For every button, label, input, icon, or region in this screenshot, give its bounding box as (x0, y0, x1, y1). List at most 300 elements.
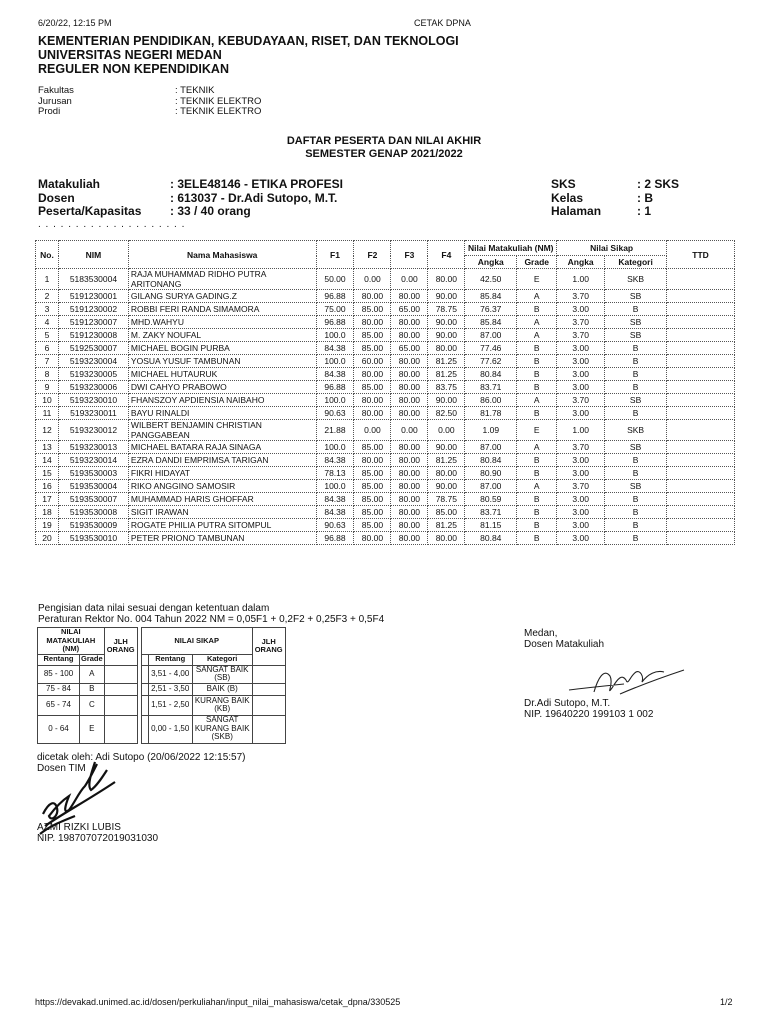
row-f4: 0.00 (428, 420, 465, 441)
row-f2: 80.00 (354, 290, 391, 303)
row-nama: MHD.WAHYU (128, 316, 316, 329)
row-f4: 81.25 (428, 454, 465, 467)
row-ttd (667, 368, 735, 381)
row-f4: 81.25 (428, 368, 465, 381)
table-row (36, 441, 735, 454)
header-sikap-angka: Angka (557, 256, 605, 269)
row-f2: 80.00 (354, 368, 391, 381)
row-f2: 80.00 (354, 394, 391, 407)
row-f4: 81.25 (428, 355, 465, 368)
legend-kategori: KURANG BAIK (KB) (192, 695, 252, 715)
legend-header-jlh-2: JLH ORANG (252, 628, 285, 666)
row-no: 16 (36, 480, 59, 493)
row-angka: 42.50 (465, 269, 517, 290)
legend-kategori: SANGAT BAIK (SB) (192, 665, 252, 683)
table-row (36, 407, 735, 420)
legend-blank (141, 665, 148, 683)
row-angka: 83.71 (465, 381, 517, 394)
row-angka: 80.84 (465, 368, 517, 381)
row-grade: B (517, 381, 557, 394)
row-kategori: SB (605, 290, 667, 303)
row-nim: 5191230001 (58, 290, 128, 303)
header-ttd: TTD (667, 241, 735, 269)
row-f2: 85.00 (354, 329, 391, 342)
legend-header-jlh-1: JLH ORANG (104, 628, 137, 666)
legend-range-2: 2,51 - 3,50 (148, 683, 192, 695)
title-line-1: DAFTAR PESERTA DAN NILAI AKHIR (286, 135, 482, 147)
row-kategori: B (605, 454, 667, 467)
row-kategori: B (605, 506, 667, 519)
row-nim: 5193530010 (58, 532, 128, 545)
row-no: 13 (36, 441, 59, 454)
row-f1: 100.0 (316, 394, 354, 407)
row-nim: 5193530009 (58, 519, 128, 532)
row-grade: E (517, 269, 557, 290)
dotted-separator: . . . . . . . . . . . . . . . . . . . . (38, 219, 186, 230)
row-angka: 85.84 (465, 316, 517, 329)
row-sikap-angka: 3.70 (557, 290, 605, 303)
row-kategori: B (605, 303, 667, 316)
row-sikap-angka: 1.00 (557, 269, 605, 290)
legend-range-2: 3,51 - 4,00 (148, 665, 192, 683)
row-nama: FHANSZOY APDIENSIA NAIBAHO (128, 394, 316, 407)
row-angka: 87.00 (465, 441, 517, 454)
row-f4: 85.00 (428, 506, 465, 519)
program-type: REGULER NON KEPENDIDIKAN (38, 62, 229, 76)
row-kategori: B (605, 368, 667, 381)
row-ttd (667, 519, 735, 532)
row-f2: 85.00 (354, 441, 391, 454)
class-label: Kelas (551, 190, 584, 205)
ministry-name: KEMENTERIAN PENDIDIKAN, KEBUDAYAAN, RISET, DAN TEKNOLOGI (38, 34, 459, 48)
row-f4: 82.50 (428, 407, 465, 420)
table-row (36, 342, 735, 355)
row-no: 5 (36, 329, 59, 342)
row-f3: 80.00 (391, 506, 428, 519)
print-datetime: 6/20/22, 12:15 PM (38, 18, 112, 28)
row-no: 12 (36, 420, 59, 441)
row-angka: 86.00 (465, 394, 517, 407)
row-nim: 5193230011 (58, 407, 128, 420)
row-nama: MICHAEL BATARA RAJA SINAGA (128, 441, 316, 454)
row-grade: B (517, 493, 557, 506)
row-nama: ROGATE PHILIA PUTRA SITOMPUL (128, 519, 316, 532)
faculty-label: Fakultas (38, 85, 74, 96)
row-nim: 5192530007 (58, 342, 128, 355)
row-angka: 81.15 (465, 519, 517, 532)
row-nim: 5193230013 (58, 441, 128, 454)
row-f2: 80.00 (354, 532, 391, 545)
capacity-value: : 33 / 40 orang (170, 204, 251, 218)
row-ttd (667, 355, 735, 368)
row-grade: A (517, 394, 557, 407)
row-no: 20 (36, 532, 59, 545)
row-f4: 80.00 (428, 342, 465, 355)
row-ttd (667, 441, 735, 454)
row-nim: 5191230008 (58, 329, 128, 342)
header-nim: NIM (58, 241, 128, 269)
row-sikap-angka: 3.00 (557, 368, 605, 381)
row-sikap-angka: 3.00 (557, 407, 605, 420)
table-row (36, 506, 735, 519)
row-grade: B (517, 342, 557, 355)
header-f2: F2 (354, 241, 391, 269)
row-f3: 80.00 (391, 368, 428, 381)
row-kategori: SB (605, 480, 667, 493)
row-angka: 85.84 (465, 290, 517, 303)
class-meta (551, 178, 679, 219)
row-nim: 5183530004 (58, 269, 128, 290)
class-value: : B (637, 190, 653, 205)
row-f1: 84.38 (316, 493, 354, 506)
legend-kategori: SANGAT KURANG BAIK (SKB) (192, 715, 252, 743)
row-grade: B (517, 467, 557, 480)
row-f2: 85.00 (354, 467, 391, 480)
header-no: No. (36, 241, 59, 269)
row-f1: 50.00 (316, 269, 354, 290)
row-no: 11 (36, 407, 59, 420)
team-role: Dosen TIM (37, 763, 86, 774)
row-grade: B (517, 532, 557, 545)
header-kategori: Kategori (605, 256, 667, 269)
sks-value: : 2 SKS (637, 177, 680, 191)
row-f4: 90.00 (428, 316, 465, 329)
row-ttd (667, 329, 735, 342)
row-f4: 90.00 (428, 290, 465, 303)
row-f2: 85.00 (354, 381, 391, 394)
row-nama: FIKRI HIDAYAT (128, 467, 316, 480)
legend-header-kategori: Kategori (192, 654, 252, 665)
row-angka: 87.00 (465, 480, 517, 493)
row-sikap-angka: 3.00 (557, 467, 605, 480)
legend-range-2: 1,51 - 2,50 (148, 695, 192, 715)
row-f3: 0.00 (391, 420, 428, 441)
row-sikap-angka: 3.70 (557, 480, 605, 493)
row-ttd (667, 467, 735, 480)
row-f3: 80.00 (391, 454, 428, 467)
row-sikap-angka: 3.00 (557, 506, 605, 519)
row-grade: A (517, 290, 557, 303)
sks-label: SKS (551, 177, 576, 191)
row-f4: 83.75 (428, 381, 465, 394)
table-row (36, 303, 735, 316)
row-f1: 78.13 (316, 467, 354, 480)
row-nim: 5193230014 (58, 454, 128, 467)
lecturer-value: : 613037 - Dr.Adi Sutopo, M.T. (170, 190, 338, 205)
row-f2: 80.00 (354, 407, 391, 420)
row-f3: 80.00 (391, 480, 428, 493)
legend-range: 85 - 100 (38, 665, 80, 683)
note-line-1: Pengisian data nilai sesuai dengan ketentuan dalam (38, 603, 270, 614)
row-grade: B (517, 454, 557, 467)
row-f2: 80.00 (354, 454, 391, 467)
table-row (36, 532, 735, 545)
legend-header-blank (141, 654, 148, 665)
row-f3: 80.00 (391, 407, 428, 420)
note-line-2: Peraturan Rektor No. 004 Tahun 2022 NM = 0,05F1 + 0,2F2 + 0,25F3 + 0,5F4 (38, 614, 385, 625)
row-angka: 87.00 (465, 329, 517, 342)
header-nama: Nama Mahasiswa (128, 241, 316, 269)
row-f4: 90.00 (428, 394, 465, 407)
legend-blank (141, 695, 148, 715)
row-grade: B (517, 355, 557, 368)
lecturer-nip: NIP. 19640220 199103 1 002 (524, 709, 654, 720)
legend-grade: C (80, 695, 105, 715)
row-nim: 5193530008 (58, 506, 128, 519)
row-f2: 85.00 (354, 493, 391, 506)
row-angka: 83.71 (465, 506, 517, 519)
row-sikap-angka: 3.70 (557, 329, 605, 342)
table-row (36, 467, 735, 480)
table-row (36, 329, 735, 342)
row-f2: 0.00 (354, 269, 391, 290)
row-grade: B (517, 506, 557, 519)
row-kategori: B (605, 407, 667, 420)
row-ttd (667, 381, 735, 394)
row-f4: 90.00 (428, 441, 465, 454)
legend-range: 75 - 84 (38, 683, 80, 695)
legend-kategori: BAIK (B) (192, 683, 252, 695)
page-label: Halaman (551, 204, 602, 218)
header-f3: F3 (391, 241, 428, 269)
row-ttd (667, 532, 735, 545)
row-kategori: SB (605, 329, 667, 342)
row-sikap-angka: 3.00 (557, 303, 605, 316)
row-nama: RIKO ANGGINO SAMOSIR (128, 480, 316, 493)
course-label: Matakuliah (38, 177, 101, 191)
row-sikap-angka: 1.00 (557, 420, 605, 441)
table-row (36, 269, 735, 290)
row-f3: 80.00 (391, 493, 428, 506)
row-no: 18 (36, 506, 59, 519)
row-nim: 5193230012 (58, 420, 128, 441)
row-ttd (667, 394, 735, 407)
table-row (36, 454, 735, 467)
legend-grade: B (80, 683, 105, 695)
row-f3: 65.00 (391, 342, 428, 355)
legend-header-grade: Grade (81, 654, 103, 664)
row-no: 19 (36, 519, 59, 532)
institution-header (38, 34, 459, 76)
legend-range-2: 0,00 - 1,50 (148, 715, 192, 743)
legend-header-rentang: Rentang (38, 654, 80, 665)
row-nama: SIGIT IRAWAN (128, 506, 316, 519)
print-doc-title: CETAK DPNA (414, 18, 471, 28)
legend-header-rentang-2: Rentang (148, 654, 192, 665)
page-value: : 1 (637, 204, 652, 218)
university-name: UNIVERSITAS NEGERI MEDAN (38, 48, 222, 62)
row-sikap-angka: 3.00 (557, 519, 605, 532)
row-f2: 85.00 (354, 506, 391, 519)
row-f3: 80.00 (391, 290, 428, 303)
row-kategori: SB (605, 394, 667, 407)
row-f4: 78.75 (428, 493, 465, 506)
row-ttd (667, 454, 735, 467)
row-no: 4 (36, 316, 59, 329)
row-kategori: B (605, 493, 667, 506)
row-f1: 75.00 (316, 303, 354, 316)
row-grade: B (517, 519, 557, 532)
row-nim: 5193530007 (58, 493, 128, 506)
row-angka: 80.90 (465, 467, 517, 480)
row-ttd (667, 303, 735, 316)
row-no: 17 (36, 493, 59, 506)
row-f2: 60.00 (354, 355, 391, 368)
row-angka: 80.84 (465, 454, 517, 467)
row-f1: 84.38 (316, 342, 354, 355)
row-f1: 96.88 (316, 532, 354, 545)
row-grade: B (517, 368, 557, 381)
row-grade: A (517, 316, 557, 329)
row-f4: 78.75 (428, 303, 465, 316)
printed-by: dicetak oleh: Adi Sutopo (20/06/2022 12:15:57) (37, 752, 246, 763)
team-lecturer-name: AZMI RIZKI LUBIS (37, 822, 121, 833)
table-row (36, 493, 735, 506)
row-no: 1 (36, 269, 59, 290)
row-nama: M. ZAKY NOUFAL (128, 329, 316, 342)
row-nama: DWI CAHYO PRABOWO (128, 381, 316, 394)
row-kategori: B (605, 355, 667, 368)
row-ttd (667, 420, 735, 441)
row-ttd (667, 506, 735, 519)
row-nama: ROBBI FERI RANDA SIMAMORA (128, 303, 316, 316)
row-no: 6 (36, 342, 59, 355)
row-f3: 80.00 (391, 329, 428, 342)
row-f1: 96.88 (316, 316, 354, 329)
row-nama: EZRA DANDI EMPRIMSA TARIGAN (128, 454, 316, 467)
lecturer-signature-image (564, 658, 694, 702)
prodi-label: Prodi (38, 106, 61, 117)
legend-header-sikap: NILAI SIKAP (141, 628, 252, 655)
row-f3: 80.00 (391, 519, 428, 532)
row-f1: 84.38 (316, 506, 354, 519)
document-title (0, 135, 768, 160)
row-f1: 100.0 (316, 355, 354, 368)
lecturer-name: Dr.Adi Sutopo, M.T. (524, 698, 611, 709)
course-value: : 3ELE48146 - ETIKA PROFESI (170, 177, 343, 191)
row-ttd (667, 407, 735, 420)
row-f3: 65.00 (391, 303, 428, 316)
prodi-value: : TEKNIK ELEKTRO (175, 106, 262, 117)
grading-legend-table (37, 627, 286, 744)
row-ttd (667, 290, 735, 303)
legend-count (104, 665, 137, 683)
row-angka: 80.84 (465, 532, 517, 545)
row-grade: A (517, 329, 557, 342)
legend-count-2 (252, 683, 285, 695)
department-label: Jurusan (38, 95, 72, 107)
row-f1: 100.0 (316, 329, 354, 342)
row-grade: B (517, 407, 557, 420)
footer-url: https://devakad.unimed.ac.id/dosen/perkuliahan/input_nilai_mahasiswa/cetak_dpna/330525 (35, 997, 401, 1007)
legend-count (104, 715, 137, 743)
table-row (36, 368, 735, 381)
row-nama: BAYU RINALDI (128, 407, 316, 420)
row-nama: MICHAEL BOGIN PURBA (128, 342, 316, 355)
row-no: 9 (36, 381, 59, 394)
row-angka: 77.46 (465, 342, 517, 355)
row-kategori: SB (605, 316, 667, 329)
row-f3: 0.00 (391, 269, 428, 290)
row-nim: 5191230007 (58, 316, 128, 329)
row-sikap-angka: 3.70 (557, 441, 605, 454)
row-no: 10 (36, 394, 59, 407)
row-nama: PETER PRIONO TAMBUNAN (128, 532, 316, 545)
row-angka: 80.59 (465, 493, 517, 506)
row-sikap-angka: 3.70 (557, 394, 605, 407)
row-f1: 84.38 (316, 368, 354, 381)
row-nama: GILANG SURYA GADING.Z (128, 290, 316, 303)
row-kategori: B (605, 532, 667, 545)
table-row (36, 480, 735, 493)
table-row (36, 355, 735, 368)
row-nim: 5191230002 (58, 303, 128, 316)
row-f4: 90.00 (428, 480, 465, 493)
row-f4: 80.00 (428, 467, 465, 480)
row-nama: RAJA MUHAMMAD RIDHO PUTRA ARITONANG (128, 269, 316, 290)
team-lecturer-signature-block (37, 752, 246, 844)
legend-blank (141, 715, 148, 743)
row-no: 2 (36, 290, 59, 303)
row-f4: 81.25 (428, 519, 465, 532)
header-f1: F1 (316, 241, 354, 269)
row-sikap-angka: 3.00 (557, 454, 605, 467)
row-nama: MICHAEL HUTAURUK (128, 368, 316, 381)
faculty-info (38, 86, 261, 118)
row-f1: 96.88 (316, 381, 354, 394)
table-row (36, 394, 735, 407)
legend-count-2 (252, 715, 285, 743)
row-f1: 84.38 (316, 454, 354, 467)
row-no: 15 (36, 467, 59, 480)
row-f4: 80.00 (428, 269, 465, 290)
row-angka: 77.62 (465, 355, 517, 368)
grades-table (35, 240, 735, 545)
row-kategori: SB (605, 441, 667, 454)
row-sikap-angka: 3.00 (557, 532, 605, 545)
row-nama: YOSUA YUSUF TAMBUNAN (128, 355, 316, 368)
student-rows (36, 269, 735, 545)
row-nama: WILBERT BENJAMIN CHRISTIAN PANGGABEAN (128, 420, 316, 441)
legend-count-2 (252, 665, 285, 683)
row-f3: 80.00 (391, 441, 428, 454)
row-f2: 85.00 (354, 480, 391, 493)
header-nilai-sikap: Nilai Sikap (557, 241, 667, 256)
department-value: : TEKNIK ELEKTRO (175, 95, 262, 107)
header-nilai-matakuliah: Nilai Matakuliah (NM) (465, 241, 557, 256)
lecturer-label: Dosen (38, 190, 75, 205)
team-lecturer-signature-image (35, 752, 125, 842)
row-angka: 76.37 (465, 303, 517, 316)
row-sikap-angka: 3.70 (557, 316, 605, 329)
row-grade: A (517, 480, 557, 493)
row-nim: 5193230010 (58, 394, 128, 407)
row-no: 3 (36, 303, 59, 316)
legend-grade: A (80, 665, 105, 683)
row-sikap-angka: 3.00 (557, 342, 605, 355)
row-f2: 0.00 (354, 420, 391, 441)
legend-count (104, 683, 137, 695)
row-ttd (667, 342, 735, 355)
legend-range: 65 - 74 (38, 695, 80, 715)
row-kategori: B (605, 342, 667, 355)
row-kategori: SKB (605, 420, 667, 441)
row-f2: 85.00 (354, 303, 391, 316)
row-nim: 5193530004 (58, 480, 128, 493)
row-angka: 81.78 (465, 407, 517, 420)
legend-header-nm: NILAI MATAKULIAH (NM) (38, 628, 105, 655)
row-f2: 85.00 (354, 342, 391, 355)
